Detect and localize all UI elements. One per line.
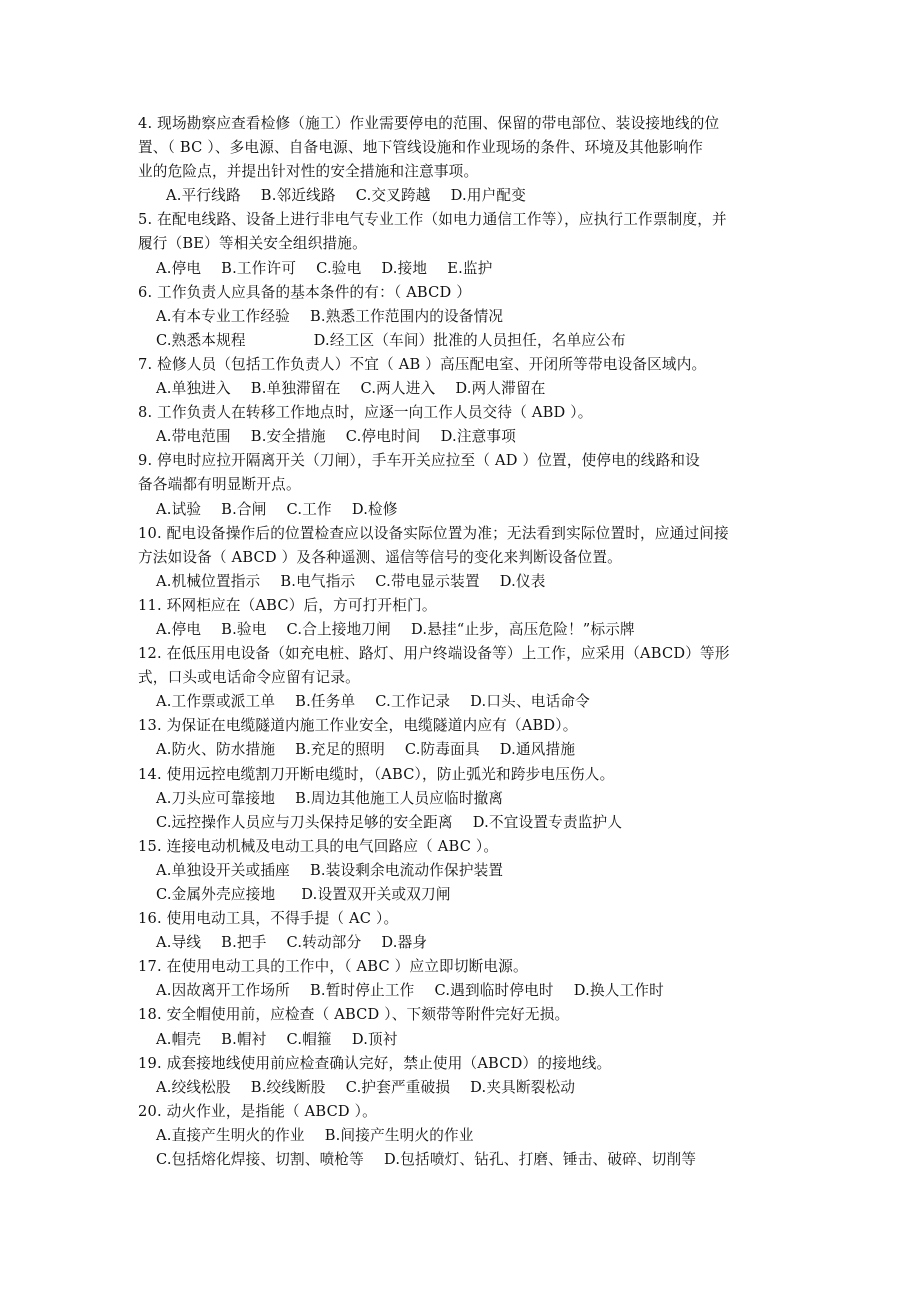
- option-item: D.设置双开关或双刀闸: [301, 886, 451, 903]
- option-item: D.用户配变: [450, 187, 526, 205]
- options-line: [138, 425, 788, 449]
- option-item: C.转动部分: [286, 934, 362, 952]
- question-text-line: 10. 配电设备操作后的位置检查应以设备实际位置为准；无法看到实际位置时，应通过间接: [138, 524, 729, 542]
- question-text-line: 12. 在低压用电设备（如充电桩、路灯、用户终端设备等）上工作，应采用（ABCD）等形: [138, 645, 730, 663]
- option-item: B.周边其他施工人员应临时撤离: [295, 789, 504, 807]
- option-item: B.绞线断股: [250, 1078, 326, 1096]
- options-line: [138, 859, 788, 883]
- option-item: B.熟悉工作范围内的设备情况: [309, 307, 504, 325]
- option-item: D.顶衬: [351, 1030, 398, 1048]
- option-item: C.两人进入: [360, 380, 436, 398]
- options-line: [138, 1028, 788, 1052]
- options-line: [138, 570, 788, 594]
- option-item: D.经工区（车间）批准的人员担任，名单应公布: [313, 331, 626, 349]
- question-text-line: 业的危险点，并提出针对性的安全措施和注意事项。: [138, 163, 479, 181]
- option-item: D.包括喷灯、钻孔、打磨、锤击、破碎、切削等: [384, 1151, 697, 1169]
- options-line: [138, 1124, 788, 1148]
- options-line: [138, 377, 788, 401]
- option-item: B.验电: [221, 620, 267, 638]
- question-text-line: 14. 使用远控电缆割刀开断电缆时，（ABC），防止弧光和跨步电压伤人。: [138, 765, 615, 783]
- option-item: D.不宜设置专责监护人: [472, 813, 623, 831]
- option-item: A.停电: [156, 620, 202, 638]
- options-line: [138, 738, 788, 762]
- option-item: C.合上接地刀闸: [286, 620, 391, 638]
- option-item: C.交叉跨越: [355, 187, 431, 205]
- options-line: [138, 305, 788, 329]
- option-item: A.直接产生明火的作业: [156, 1126, 305, 1144]
- options-line: [138, 257, 788, 281]
- options-line: [138, 787, 788, 811]
- options-line: [138, 1076, 788, 1100]
- option-item: B.充足的照明: [295, 741, 385, 759]
- option-item: B.把手: [221, 934, 267, 952]
- options-line: [138, 979, 788, 1003]
- option-item: C.防毒面具: [404, 741, 480, 759]
- option-item: A.试验: [156, 500, 202, 518]
- option-item: C.验电: [316, 259, 362, 277]
- question-text-line: 履行（BE）等相关安全组织措施。: [138, 235, 367, 253]
- option-item: A.平行线路: [166, 187, 241, 205]
- option-item: A.导线: [156, 934, 202, 952]
- option-item: A.刀头应可靠接地: [156, 789, 276, 807]
- option-item: A.因故离开工作场所: [156, 982, 290, 1000]
- option-item: A.绞线松股: [156, 1078, 231, 1096]
- question-text-line: 置、（ BC ）、多电源、自备电源、地下管线设施和作业现场的条件、环境及其他影响作: [138, 139, 704, 157]
- option-item: A.机械位置指示: [156, 572, 261, 590]
- question-text-line: 20. 动火作业，是指能（ ABCD ）。: [138, 1102, 377, 1120]
- question-text-line: 式，口头或电话命令应留有记录。: [138, 669, 360, 687]
- option-item: C.停电时间: [345, 428, 421, 446]
- option-item: C.遇到临时停电时: [434, 982, 554, 1000]
- option-item: D.悬挂“止步，高压危险！”标示牌: [410, 620, 635, 638]
- options-line: [138, 329, 788, 353]
- options-line: [138, 690, 788, 714]
- option-item: C.金属外壳应接地: [156, 886, 276, 903]
- option-item: B.工作许可: [221, 259, 297, 277]
- options-line: [138, 1148, 788, 1172]
- option-item: D.夹具断裂松动: [470, 1078, 576, 1096]
- question-list: [138, 112, 788, 1172]
- option-item: C.远控操作人员应与刀头保持足够的安全距离: [156, 813, 453, 831]
- option-item: B.合闸: [221, 500, 267, 518]
- option-item: A.单独设开关或插座: [156, 861, 290, 879]
- option-item: B.间接产生明火的作业: [324, 1126, 474, 1144]
- option-item: C.帽箍: [286, 1030, 332, 1048]
- option-item: B.帽衬: [221, 1030, 267, 1048]
- option-item: C.护套严重破损: [345, 1078, 451, 1096]
- option-item: A.工作票或派工单: [156, 693, 276, 711]
- question-text-line: 6. 工作负责人应具备的基本条件的有：（ ABCD ）: [138, 283, 472, 301]
- option-item: B.单独滞留在: [250, 380, 341, 398]
- question-text-line: 备各端都有明显断开点。: [138, 476, 301, 494]
- option-item: B.邻近线路: [260, 187, 336, 205]
- option-item: D.注意事项: [440, 428, 516, 446]
- option-item: C.工作: [286, 500, 332, 518]
- option-item: C.熟悉本规程: [156, 331, 246, 349]
- option-item: A.帽壳: [156, 1030, 202, 1048]
- option-item: C.工作记录: [375, 693, 451, 711]
- option-item: A.防火、防水措施: [156, 741, 276, 759]
- option-item: A.带电范围: [156, 428, 231, 446]
- options-line: [138, 498, 788, 522]
- question-text-line: 5. 在配电线路、设备上进行非电气专业工作（如电力通信工作等），应执行工作票制度，并: [138, 211, 727, 229]
- option-item: B.安全措施: [250, 428, 326, 446]
- option-item: D.检修: [351, 500, 398, 518]
- question-text-line: 15. 连接电动机械及电动工具的电气回路应（ ABC ）。: [138, 837, 499, 855]
- question-text-line: 17. 在使用电动工具的工作中，（ ABC ）应立即切断电源。: [138, 958, 528, 976]
- question-text-line: 19. 成套接地线使用前应检查确认完好，禁止使用（ABCD）的接地线。: [138, 1054, 612, 1072]
- question-text-line: 11. 环网柜应在（ABC）后，方可打开柜门。: [138, 596, 437, 614]
- question-text-line: 16. 使用电动工具，不得手提（ AC ）。: [138, 910, 399, 928]
- option-item: D.通风措施: [499, 741, 576, 759]
- option-item: A.单独进入: [156, 380, 231, 398]
- option-item: D.仪表: [499, 572, 546, 590]
- question-text-line: 18. 安全帽使用前，应检查（ ABCD ）、下颏带等附件完好无损。: [138, 1006, 570, 1024]
- options-line: [138, 184, 788, 208]
- options-line: [138, 883, 788, 907]
- option-item: D.器身: [381, 934, 428, 952]
- options-line: [138, 811, 788, 835]
- question-text-line: 9. 停电时应拉开隔离开关（刀闸），手车开关应拉至（ AD ）位置，使停电的线路和设: [138, 452, 700, 470]
- question-text-line: 7. 检修人员（包括工作负责人）不宜（ AB ）高压配电室、开闭所等带电设备区域内。: [138, 355, 707, 373]
- options-line: [138, 618, 788, 642]
- question-text-line: 方法如设备（ ABCD ）及各种遥测、遥信等信号的变化来判断设备位置。: [138, 548, 622, 566]
- option-item: B.装设剩余电流动作保护装置: [309, 861, 504, 879]
- option-item: D.接地: [381, 259, 428, 277]
- option-item: D.换人工作时: [573, 982, 664, 1000]
- option-item: E.监护: [447, 259, 493, 277]
- question-text-line: 8. 工作负责人在转移工作地点时，应逐一向工作人员交待（ ABD ）。: [138, 404, 593, 422]
- option-item: D.口头、电话命令: [470, 693, 590, 711]
- option-item: D.两人滞留在: [455, 380, 546, 398]
- option-item: C.包括熔化焊接、切割、喷枪等: [156, 1151, 365, 1169]
- option-item: A.停电: [156, 259, 202, 277]
- option-item: C.带电显示装置: [375, 572, 480, 590]
- question-text-line: 4. 现场勘察应查看检修（施工）作业需要停电的范围、保留的带电部位、装设接地线的位: [138, 115, 720, 132]
- option-item: A.有本专业工作经验: [156, 307, 290, 325]
- options-line: [138, 931, 788, 955]
- question-text-line: 13. 为保证在电缆隧道内施工作业安全，电缆隧道内应有（ABD）。: [138, 717, 578, 735]
- option-item: B.电气指示: [280, 572, 356, 590]
- option-item: B.暂时停止工作: [309, 982, 415, 1000]
- option-item: B.任务单: [295, 693, 356, 711]
